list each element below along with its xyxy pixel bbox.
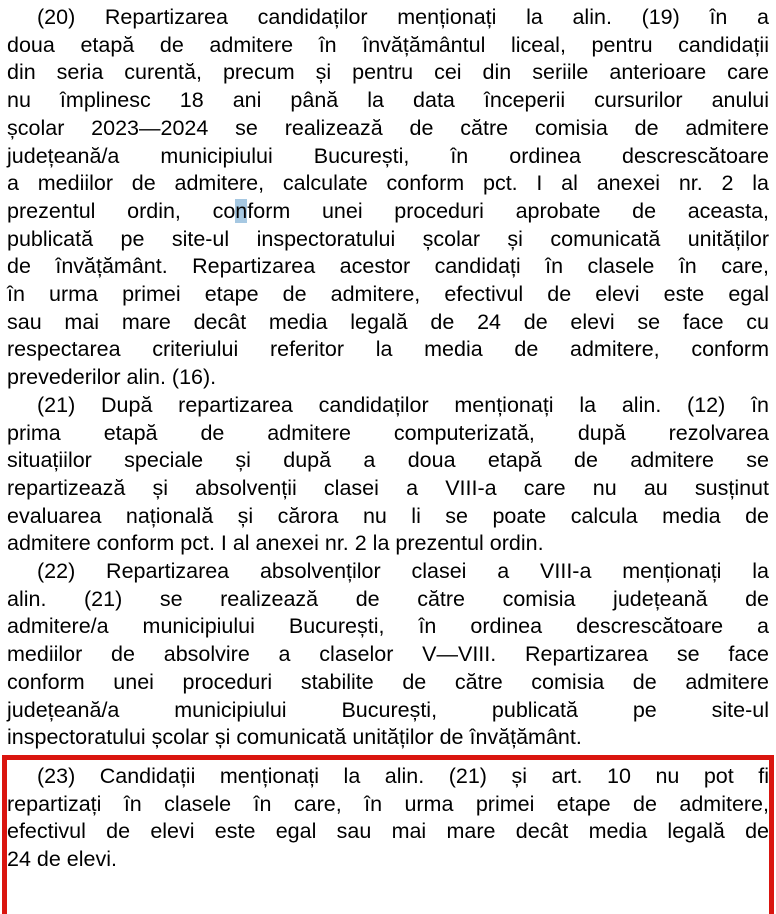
text-line: (23) Candidații menționați la alin. (21) și art. 10 nu pot fi [37, 763, 769, 788]
text-line: școlar 2023—2024 se realizează de către comisia de admitere [7, 115, 769, 140]
text-line: conform unei proceduri stabilite de către comisia de admitere [7, 669, 769, 694]
text-line: situațiilor speciale și după a doua etapă de admitere se [7, 448, 769, 473]
paragraph-20 [7, 4, 769, 392]
text-line: alin. (21) se realizează de către comisia județeană de [7, 586, 769, 611]
paragraph-22 [7, 558, 769, 752]
selection-highlight: n [235, 198, 248, 223]
text-line: efectivul de elevi este egal sau mai mare decât media legală de [7, 819, 769, 844]
text-line: prima etapă de admitere computerizată, după rezolvarea [7, 420, 769, 445]
text-line: inspectoratului școlar și comunicată unităților de învățământ. [7, 725, 582, 750]
text-line: a mediilor de admitere, calculate conform pct. I al anexei nr. 2 la [7, 171, 769, 196]
text-line: mediilor de absolvire a claselor V—VIII. Repartizarea se face [7, 642, 769, 667]
text-line: publicată pe site-ul inspectoratului școlar și comunicată unităților [7, 226, 769, 251]
text-line: de învățământ. Repartizarea acestor candidați în clasele în care, [7, 254, 769, 279]
annotation-box [2, 755, 774, 914]
paragraph-23 [7, 763, 769, 874]
text-line: în urma primei etape de admitere, efectivul de elevi este egal [7, 282, 769, 307]
text-line: admitere/a municipiului București, în ordinea descrescătoare a [7, 614, 769, 639]
text-line-with-selection [7, 198, 769, 226]
text-line: județeană/a municipiului București, publicată pe site-ul [7, 697, 769, 722]
text-segment: form unei proceduri aprobate de aceasta, [247, 198, 769, 223]
text-line: 24 de elevi. [7, 847, 117, 872]
text-segment: prezentul ordin, co [7, 198, 236, 223]
text-line: (20) Repartizarea candidaților menționați la alin. (19) în a [37, 5, 769, 29]
text-line: prevederilor alin. (16). [7, 365, 217, 390]
text-line: sau mai mare decât media legală de 24 de elevi se face cu [7, 309, 769, 334]
text-line: (22) Repartizarea absolvenților clasei a VIII-a menționați la [37, 559, 769, 584]
text-line: din seria curentă, precum și pentru cei din seriile anterioare care [7, 60, 769, 85]
text-line: evaluarea națională și cărora nu li se poate calcula media de [7, 503, 769, 528]
paragraph-21 [7, 392, 769, 558]
text-line: județeană/a municipiului București, în ordinea descrescătoare [7, 143, 769, 168]
text-line: respectarea criteriului referitor la media de admitere, conform [7, 337, 769, 362]
text-line: (21) După repartizarea candidaților menționați la alin. (12) în [37, 392, 769, 417]
text-line: doua etapă de admitere în învățământul liceal, pentru candidații [7, 32, 769, 57]
text-line: repartizează și absolvenții clasei a VIII-a care nu au susținut [7, 475, 769, 500]
text-line: admitere conform pct. I al anexei nr. 2 la prezentul ordin. [7, 531, 544, 556]
text-line: repartizați în clasele în care, în urma primei etape de admitere, [7, 791, 769, 816]
text-line: nu împlinesc 18 ani până la data începerii cursurilor anului [7, 88, 769, 113]
